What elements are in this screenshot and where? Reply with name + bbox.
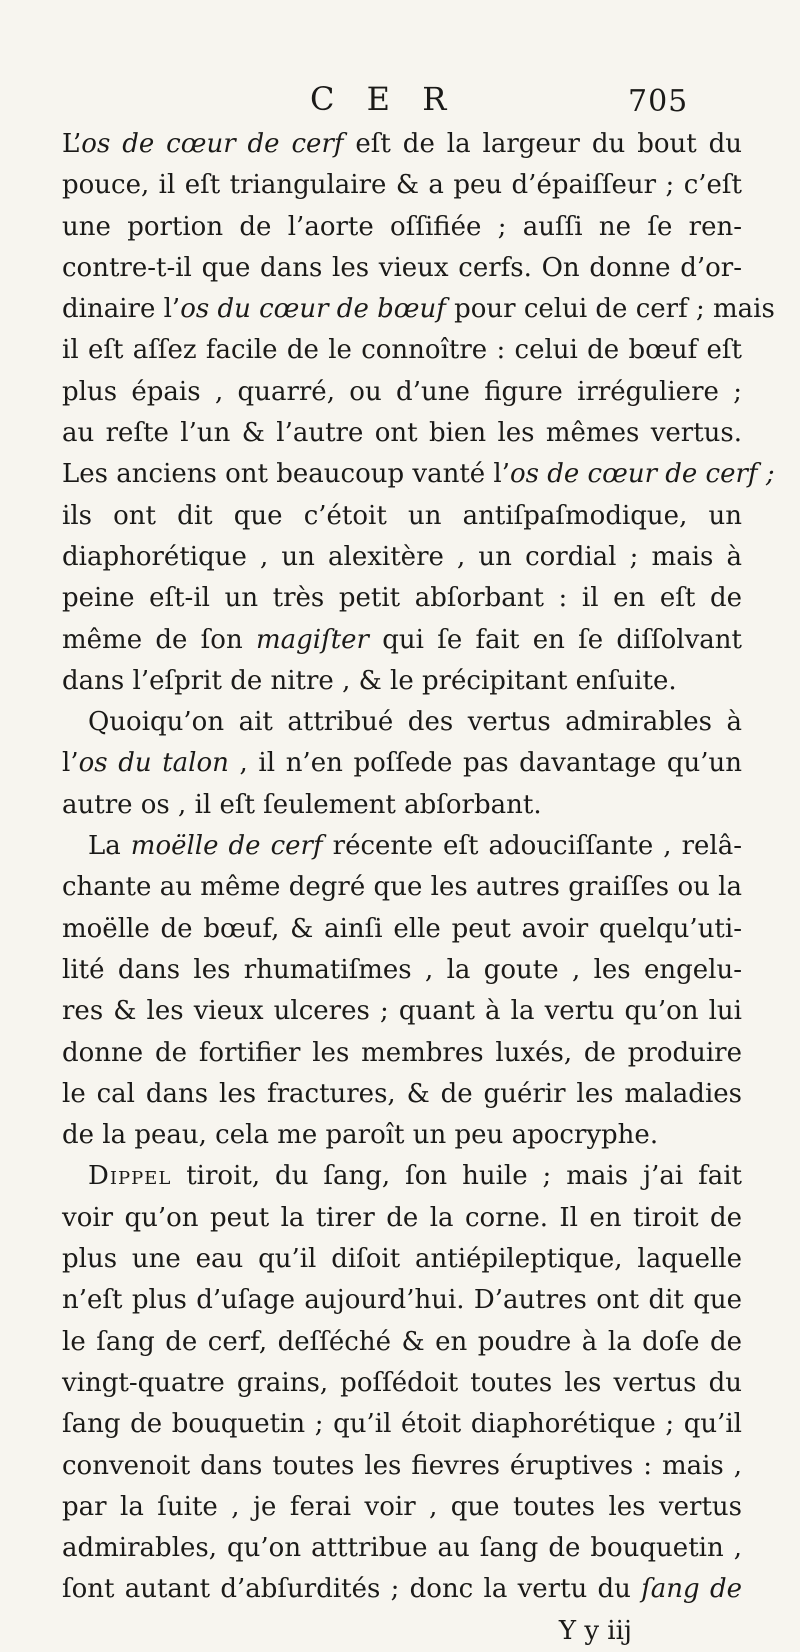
text-segment: autre os , il eſt ſeulement abſorbant. xyxy=(62,789,542,820)
text-line xyxy=(62,785,742,826)
text-segment: peine eſt-il un très petit abſorbant : il en eſt de xyxy=(62,583,742,614)
italic-term: moëlle de cerf xyxy=(130,831,323,862)
text-segment: donne de fortifier les membres luxés, de produire xyxy=(62,1037,742,1068)
text-line xyxy=(62,413,742,454)
italic-term: os du cœur de bœuf xyxy=(180,294,446,325)
text-segment: eſt de la largeur du bout du xyxy=(343,129,742,159)
text-segment: n’eſt plus d’uſage aujourd’hui. D’autres ont dit que xyxy=(62,1285,742,1316)
text-segment: le ſang de cerf, deſſéché & en poudre à la doſe de xyxy=(62,1326,742,1357)
text-segment: L’ xyxy=(62,129,82,159)
text-segment: res & les vieux ulceres ; quant à la vertu qu’on lui xyxy=(62,996,742,1027)
text-line xyxy=(62,1528,742,1569)
text-line xyxy=(62,1404,742,1445)
text-segment: plus une eau qu’il diſoit antiépileptique, laquelle xyxy=(62,1244,742,1275)
text-line xyxy=(62,1033,742,1074)
text-segment: diaphorétique , un alexitère , un cordial ; mais à xyxy=(62,541,742,572)
text-line xyxy=(62,909,742,950)
text-segment: , il n’en poſſede pas davantage qu’un xyxy=(228,748,742,779)
text-segment: Les anciens ont beaucoup vanté l’ xyxy=(62,459,510,490)
text-segment: Y y iij xyxy=(558,1615,632,1646)
text-line xyxy=(62,1074,742,1115)
text-line xyxy=(62,702,742,743)
body-text xyxy=(62,124,775,1652)
text-segment: moëlle de bœuf, & ainſi elle peut avoir quelqu’uti- xyxy=(62,913,742,944)
page-header xyxy=(0,80,800,120)
text-line xyxy=(62,578,742,619)
italic-term: ſang de xyxy=(641,1574,742,1605)
text-segment: ſont autant d’abſurdités ; donc la vertu du xyxy=(62,1574,642,1605)
text-line xyxy=(62,207,742,248)
text-segment: même de ſon xyxy=(62,624,256,655)
text-segment: récente eſt adouciſſante , relâ- xyxy=(322,831,742,862)
italic-term: os du talon xyxy=(78,748,229,779)
text-segment: admirables, qu’on atttribue au ſang de bouquetin , xyxy=(62,1533,742,1564)
text-line xyxy=(62,1198,742,1239)
text-segment: par la ſuite , je ferai voir , que toutes les vertus xyxy=(62,1491,742,1522)
text-segment: La xyxy=(88,831,131,862)
text-segment: ſang de bouquetin ; qu’il étoit diaphorétique ; qu’il xyxy=(62,1409,742,1440)
text-segment: tiroit, du ſang, ſon huile ; mais j’ai fait xyxy=(171,1161,742,1192)
text-line xyxy=(62,1156,742,1197)
text-line xyxy=(62,289,775,330)
text-segment: qui ſe fait en ſe diſſolvant xyxy=(369,624,742,655)
text-segment: l’ xyxy=(62,748,79,779)
text-segment: dans l’eſprit de nitre , & le précipitant enſuite. xyxy=(62,665,677,696)
text-line xyxy=(62,661,742,702)
text-line xyxy=(62,826,742,867)
text-segment: une portion de l’aorte oſſifiée ; auſſi ne ſe ren- xyxy=(62,211,742,242)
text-line xyxy=(62,743,742,784)
text-line xyxy=(62,1322,742,1363)
text-line xyxy=(62,620,742,661)
text-segment: lité dans les rhumatiſmes , la goute , les engelu- xyxy=(62,954,742,985)
text-line xyxy=(62,124,742,165)
author-name: Dippel xyxy=(88,1161,172,1192)
text-line xyxy=(62,950,742,991)
text-line xyxy=(62,330,742,371)
text-segment: de la peau, cela me paroît un peu apocryphe. xyxy=(62,1120,659,1151)
text-segment: pour celui de cerf ; mais xyxy=(445,294,775,325)
text-segment: contre-t-il que dans les vieux cerfs. On donne d’or- xyxy=(62,252,742,283)
text-segment: vingt-quatre grains, poſſédoit toutes les vertus du xyxy=(62,1367,742,1398)
page-number: 705 xyxy=(628,84,689,119)
text-line xyxy=(62,1569,742,1610)
text-segment: Quoiqu’on ait attribué des vertus admirables à xyxy=(88,707,742,738)
italic-term: os de cœur de cerf ; xyxy=(510,459,775,490)
italic-term: os de cœur de cerf xyxy=(81,129,344,159)
text-segment: pouce, il eſt triangulaire & a peu d’épaiſſeur ; c’eſt xyxy=(62,170,742,201)
text-segment: dinaire l’ xyxy=(62,294,181,325)
text-line xyxy=(62,991,742,1032)
text-line xyxy=(62,496,742,537)
text-line xyxy=(62,867,742,908)
text-segment: il eſt aſſez facile de le connoître : celui de bœuf eſt xyxy=(62,335,742,366)
text-line xyxy=(62,1487,742,1528)
text-segment: voir qu’on peut la tirer de la corne. Il en tiroit de xyxy=(62,1202,742,1233)
text-segment: convenoit dans toutes les fievres éruptives : mais , xyxy=(62,1450,742,1481)
text-line xyxy=(62,1446,742,1487)
text-line xyxy=(62,248,742,289)
text-segment: ils ont dit que c’étoit un antiſpaſmodique, un xyxy=(62,500,742,531)
italic-term: magiſter xyxy=(255,624,369,655)
text-segment: chante au même degré que les autres graiſſes ou la xyxy=(62,872,742,903)
text-line xyxy=(62,537,742,578)
signature-mark xyxy=(62,1611,742,1652)
text-line xyxy=(62,165,742,206)
text-line xyxy=(62,1280,742,1321)
text-segment: le cal dans les fractures, & de guérir les maladies xyxy=(62,1078,742,1109)
text-segment: plus épais , quarré, ou d’une figure irréguliere ; xyxy=(62,376,742,407)
text-segment: au reſte l’un & l’autre ont bien les mêmes vertus. xyxy=(62,418,742,449)
text-line xyxy=(62,1363,742,1404)
text-line xyxy=(62,1115,742,1156)
text-line xyxy=(62,372,742,413)
running-head: C E R xyxy=(310,80,458,118)
text-line xyxy=(62,454,775,495)
text-line xyxy=(62,1239,742,1280)
